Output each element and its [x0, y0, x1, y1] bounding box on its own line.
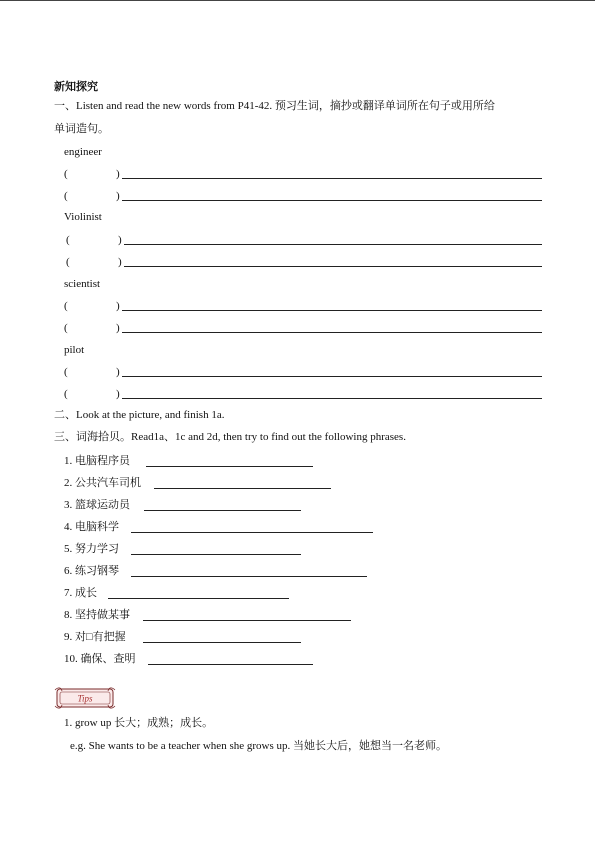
answer-row [66, 254, 124, 268]
paren-open: ( [64, 300, 68, 312]
vocab-word-pilot: pilot [64, 344, 85, 356]
vocab-word-engineer: engineer [64, 146, 102, 158]
tips-badge-icon [54, 686, 116, 710]
paren-close: ) [118, 234, 122, 246]
part3-instruction: 三、词海拾贝。Read1a、1c and 2d, then try to find out the following phrases. [54, 431, 406, 443]
answer-row [64, 166, 122, 180]
phrase-item: 3. 篮球运动员 [64, 499, 130, 511]
phrase-answer-line[interactable] [143, 642, 301, 643]
answer-line[interactable] [124, 244, 542, 245]
tips-example: e.g. She wants to be a teacher when she grows up. 当她长大后，她想当一名老师。 [70, 740, 447, 752]
answer-line[interactable] [122, 376, 542, 377]
part2-instruction: 二、Look at the picture, and finish 1a. [54, 409, 225, 421]
answer-row [64, 364, 122, 378]
phrase-answer-line[interactable] [148, 664, 313, 665]
paren-close: ) [116, 366, 120, 378]
paren-close: ) [116, 168, 120, 180]
answer-line[interactable] [122, 398, 542, 399]
phrase-item: 7. 成长 [64, 587, 97, 599]
phrase-item: 5. 努力学习 [64, 543, 119, 555]
paren-open: ( [64, 366, 68, 378]
phrase-answer-line[interactable] [154, 488, 331, 489]
section-title: 新知探究 [54, 80, 98, 93]
phrase-item: 1. 电脑程序员 [64, 455, 130, 467]
answer-row [66, 232, 124, 246]
part1-instruction-line1: 一、Listen and read the new words from P41-42. 预习生词，摘抄或翻译单词所在句子或用所给 [54, 100, 495, 112]
answer-row [64, 298, 122, 312]
phrase-answer-line[interactable] [131, 554, 301, 555]
vocab-word-violinist: Violinist [64, 211, 102, 223]
phrase-answer-line[interactable] [131, 576, 367, 577]
paren-close: ) [116, 300, 120, 312]
page-top-border [0, 0, 595, 1]
part1-instruction-line2: 单词造句。 [54, 123, 109, 135]
paren-open: ( [66, 234, 70, 246]
phrase-item: 8. 坚持做某事 [64, 609, 130, 621]
phrase-item: 6. 练习钢琴 [64, 565, 119, 577]
answer-line[interactable] [122, 200, 542, 201]
paren-open: ( [64, 168, 68, 180]
phrase-answer-line[interactable] [143, 620, 351, 621]
phrase-answer-line[interactable] [144, 510, 301, 511]
answer-row [64, 320, 122, 334]
tips-item-grow-up: 1. grow up 长大；成熟；成长。 [64, 717, 214, 729]
answer-line[interactable] [124, 266, 542, 267]
phrase-answer-line[interactable] [108, 598, 289, 599]
phrase-item: 10. 确保、查明 [64, 653, 136, 665]
phrase-answer-line[interactable] [131, 532, 373, 533]
phrase-item: 9. 对□有把握 [64, 631, 126, 643]
vocab-word-scientist: scientist [64, 278, 101, 290]
paren-open: ( [64, 190, 68, 202]
paren-close: ) [118, 256, 122, 268]
phrase-item: 4. 电脑科学 [64, 521, 119, 533]
paren-close: ) [116, 388, 120, 400]
tips-badge-label: Tips [77, 693, 93, 704]
paren-open: ( [64, 388, 68, 400]
answer-line[interactable] [122, 310, 542, 311]
paren-open: ( [64, 322, 68, 334]
answer-line[interactable] [122, 332, 542, 333]
answer-row [64, 188, 122, 202]
answer-row [64, 386, 122, 400]
paren-close: ) [116, 190, 120, 202]
phrase-answer-line[interactable] [146, 466, 313, 467]
phrase-item: 2. 公共汽车司机 [64, 477, 141, 489]
paren-close: ) [116, 322, 120, 334]
answer-line[interactable] [122, 178, 542, 179]
paren-open: ( [66, 256, 70, 268]
